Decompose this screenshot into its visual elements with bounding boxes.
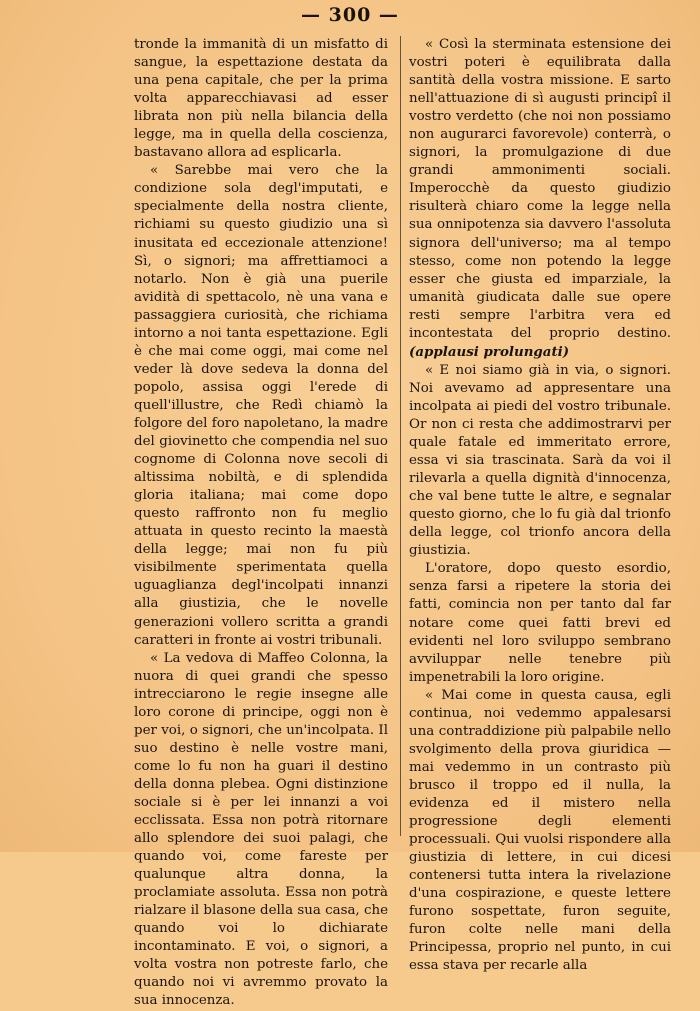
- paragraph: L'oratore, dopo questo esordio, senza farsi a ripetere la storia dei fatti, comincia non per tanto dal far notare come quei fatti brevi ed evidenti nel loro sviluppo sembrano avviluppar nelle tenebre più impenetrabili la loro origine.: [409, 561, 671, 685]
- left-column: [134, 36, 388, 1011]
- right-column: [409, 36, 671, 975]
- paragraph: [409, 36, 671, 362]
- paragraph: « La vedova di Maffeo Colonna, la nuora di quei grandi che spesso intrecciarono le regie insegne alle loro corone di principe, oggi non è per voi, o signori, che un'incolpata. Il suo destino è nelle vostre mani, come lo fu non ha guari il destino della donna plebea. Ogni distinzione sociale si è per lei innanzi a voi ecclissata. Essa non potrà ritornare allo splendore dei suoi palagi, che quando voi, come fareste per qualunque altra donna, la proclamiate assoluta. Essa non potrà rialzare il blasone della sua casa, che quando voi lo dichiarate incontaminato. E voi, o signori, a volta vostra non potreste farlo, che quando noi vi avremmo provato la sua innocenza.: [134, 650, 388, 1009]
- paragraph: « Mai come in questa causa, egli continua, noi vedemmo appalesarsi una contraddizione più palpabile nello svolgimento della prova giuridica — mai vedemmo in un contrasto più brusco il troppo ed il nulla, la evidenza ed il mistero nella progressione degli elementi processuali. Qui vuolsi rispondere alla giustizia di lettere, in cui dicesi contenersi tutta intera la rivelazione d'una cospirazione, e queste lettere furono sospettate, furon seguite, furon colte nelle mani della Principessa, proprio nel punto, in cui essa stava per recarle alla: [409, 687, 671, 974]
- paragraph-text: « Così la sterminata estensione dei vostri poteri è equilibrata dalla santità della vostra missione. E sarto nell'attuazione di sì augusti principî il vostro verdetto (che noi non possiamo non augurarci favorevole) conterrà, o signori, la promulgazione di due grandi ammonimenti sociali. Imperocchè da questo giudizio risulterà chiaro come la legge nella sua onnipotenza sia davvero l'assoluta signora dell'universo; ma al tempo stesso, come non potendo la legge esser che giusta ed imparziale, la umanità giudicata dalle sue opere resti sempre l'arbitra vera ed incontestata del proprio destino.: [409, 37, 671, 341]
- paragraph: « Sarebbe mai vero che la condizione sola degl'imputati, e specialmente della nostra cliente, richiami su questo giudizio una sì inusitata ed eccezionale attenzione! Sì, o signori; ma affrettiamoci a notarlo. Non è già una puerile avidità di spettacolo, nè una vana e passaggiera curiosità, che richiama intorno a noi tanta espettazione. Egli è che mai come oggi, mai come nel veder là dove sedeva la donna del popolo, assisa oggi l'erede di quell'illustre, che Redì chiamò la folgore del foro napoletano, la madre del giovinetto che compendia nel suo cognome di Colonna nove secoli di altissima nobiltà, e di splendida gloria italiana; mai come dopo questo raffronto non fu meglio attuata in questo recinto la maestà della legge; mai non fu più visibilmente sperimentata quella uguaglianza degl'incolpati innanzi alla giustizia, che le novelle generazioni vollero scritta a grandi caratteri in fronte ai vostri tribunali.: [134, 163, 388, 648]
- applause-note: (applausi prolungati): [409, 343, 570, 360]
- page-number: — 300 —: [301, 4, 399, 26]
- paragraph: « E noi siamo già in via, o signori. Noi avevamo ad appresentare una incolpata ai piedi del vostro tribunale. Or non ci resta che addimostrarvi per quale fatale ed immeritato errore, essa vi sia trascinata. Sarà da voi il rilevarla a quella dignità d'innocenza, che val bene tutte le altre, e segnalar questo giorno, che lo fu già dal trionfo della legge, col trionfo ancora della giustizia.: [409, 362, 671, 559]
- column-divider: [400, 36, 401, 836]
- paragraph: tronde la immanità di un misfatto di sangue, la espettazione destata da una pena capitale, che per la prima volta apparecchiavasi ad esser librata non più nella bilancia della legge, ma in quella della coscienza, bastavano allora ad esplicarla.: [134, 37, 388, 161]
